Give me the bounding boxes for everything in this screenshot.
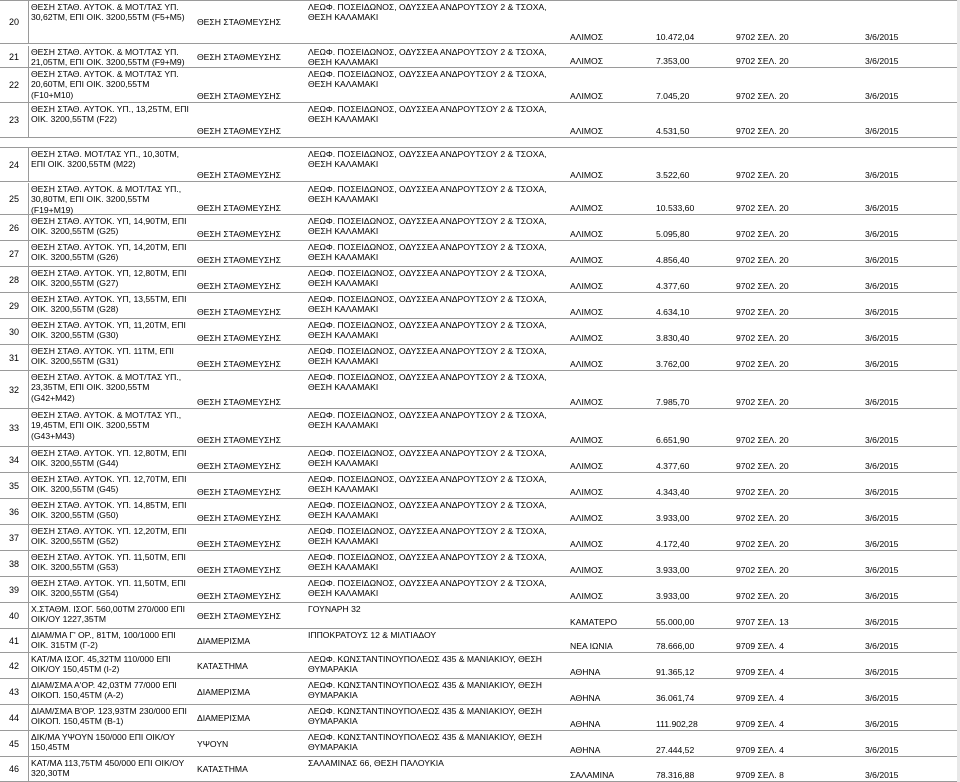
property-description: ΘΕΣΗ ΣΤΑΘ. ΑΥΤΟΚ. ΥΠ, 12,80ΤΜ, ΕΠΙ ΟΙΚ. 3200,55ΤΜ (G27) xyxy=(31,268,187,289)
valuation: 111.902,28 xyxy=(656,718,698,729)
row-number: 21 xyxy=(0,46,29,67)
property-description: ΚΑΤ/ΜΑ ΙΣΟΓ. 45,32ΤΜ 110/000 ΕΠΙ ΟΙΚ/ΟΥ 150,45ΤΜ (Ι-2) xyxy=(31,654,171,675)
municipality: ΑΛΙΜΟΣ xyxy=(570,332,604,343)
property-address: ΛΕΩΦ. ΠΟΣΕΙΔΩΝΟΣ, ΟΔΥΣΣΕΑ ΑΝΔΡΟΥΤΣΟΥ 2 & ΤΣΟΧΑ, ΘΕΣΗ ΚΑΛΑΜΑΚΙ xyxy=(308,69,547,90)
property-description: ΘΕΣΗ ΣΤΑΘ. ΑΥΤΟΚ. ΥΠ, 13,55ΤΜ, ΕΠΙ ΟΙΚ. 3200,55ΤΜ (G28) xyxy=(31,294,187,315)
property-address: ΛΕΩΦ. ΠΟΣΕΙΔΩΝΟΣ, ΟΔΥΣΣΕΑ ΑΝΔΡΟΥΤΣΟΥ 2 & ΤΣΟΧΑ, ΘΕΣΗ ΚΑΛΑΜΑΚΙ xyxy=(308,47,547,68)
property-description: ΘΕΣΗ ΣΤΑΘ. ΑΥΤΟΚ. & ΜΟΤ/ΤΑΣ ΥΠ. 20,60ΤΜ, ΕΠΙ ΟΙΚ. 3200,55ΤΜ (F10+M10) xyxy=(31,69,179,100)
municipality: ΚΑΜΑΤΕΡΟ xyxy=(570,616,618,627)
property-type: ΘΕΣΗ ΣΤΑΘΜΕΥΣΗΣ xyxy=(197,564,281,575)
property-description: ΘΕΣΗ ΣΤΑΘ. ΑΥΤΟΚ. & ΜΟΤ/ΤΑΣ ΥΠ., 19,45ΤΜ, ΕΠΙ ΟΙΚ. 3200,55ΤΜ (G43+M43) xyxy=(31,410,182,441)
table-row xyxy=(0,215,960,241)
record-date: 3/6/2015 xyxy=(865,90,899,101)
valuation: 4.377,60 xyxy=(656,460,690,471)
record-date: 3/6/2015 xyxy=(865,358,899,369)
property-type: ΘΕΣΗ ΣΤΑΘΜΕΥΣΗΣ xyxy=(197,228,281,239)
property-type: ΘΕΣΗ ΣΤΑΘΜΕΥΣΗΣ xyxy=(197,254,281,265)
municipality: ΑΛΙΜΟΣ xyxy=(570,590,604,601)
property-address: ΣΑΛΑΜΙΝΑΣ 66, ΘΕΣΗ ΠΑΛΟΥΚΙΑ xyxy=(308,758,444,768)
valuation: 3.522,60 xyxy=(656,169,690,180)
record-sheet: 9702 ΣΕΛ. 20 xyxy=(736,31,789,42)
valuation: 91.365,12 xyxy=(656,666,695,677)
row-number: 46 xyxy=(0,757,29,781)
record-sheet: 9702 ΣΕΛ. 20 xyxy=(736,90,789,101)
table-row xyxy=(0,371,960,409)
record-sheet: 9702 ΣΕΛ. 20 xyxy=(736,460,789,471)
municipality: ΑΛΙΜΟΣ xyxy=(570,254,604,265)
property-description: ΘΕΣΗ ΣΤΑΘ. ΑΥΤΟΚ. ΥΠ. 14,85ΤΜ, ΕΠΙ ΟΙΚ. 3200,55ΤΜ (G50) xyxy=(31,500,187,521)
record-sheet: 9709 ΣΕΛ. 8 xyxy=(736,769,784,780)
record-date: 3/6/2015 xyxy=(865,640,899,651)
valuation: 4.856,40 xyxy=(656,254,690,265)
property-address: ΛΕΩΦ. ΠΟΣΕΙΔΩΝΟΣ, ΟΔΥΣΣΕΑ ΑΝΔΡΟΥΤΣΟΥ 2 & ΤΣΟΧΑ, ΘΕΣΗ ΚΑΛΑΜΑΚΙ xyxy=(308,526,547,547)
table-row xyxy=(0,705,960,731)
record-date: 3/6/2015 xyxy=(865,169,899,180)
row-number: 40 xyxy=(0,603,29,628)
record-sheet: 9709 ΣΕΛ. 4 xyxy=(736,640,784,651)
property-address: ΛΕΩΦ. ΠΟΣΕΙΔΩΝΟΣ, ΟΔΥΣΣΕΑ ΑΝΔΡΟΥΤΣΟΥ 2 & ΤΣΟΧΑ, ΘΕΣΗ ΚΑΛΑΜΑΚΙ xyxy=(308,216,547,237)
property-description: Χ.ΣΤΑΘΜ. ΙΣΟΓ. 560,00ΤΜ 270/000 ΕΠΙ ΟΙΚ/ΟΥ 1227,35ΤΜ xyxy=(31,604,186,625)
table-row xyxy=(0,183,960,215)
property-type: ΘΕΣΗ ΣΤΑΘΜΕΥΣΗΣ xyxy=(197,90,281,101)
property-description: ΘΕΣΗ ΣΤΑΘ. ΑΥΤΟΚ. ΥΠ. 12,80ΤΜ, ΕΠΙ ΟΙΚ. 3200,55ΤΜ (G44) xyxy=(31,448,187,469)
property-description: ΘΕΣΗ ΣΤΑΘ. ΑΥΤΟΚ. ΥΠ. 11,50ΤΜ, ΕΠΙ ΟΙΚ. 3200,55ΤΜ (G53) xyxy=(31,552,186,573)
record-date: 3/6/2015 xyxy=(865,280,899,291)
municipality: ΑΘΗΝΑ xyxy=(570,692,601,703)
property-description: ΘΕΣΗ ΣΤΑΘ. ΑΥΤΟΚ. ΥΠ, 11,20ΤΜ, ΕΠΙ ΟΙΚ. 3200,55ΤΜ (G30) xyxy=(31,320,186,341)
valuation: 10.472,04 xyxy=(656,31,695,42)
record-sheet: 9709 ΣΕΛ. 4 xyxy=(736,744,784,755)
table-row xyxy=(0,68,960,103)
row-number: 32 xyxy=(0,371,29,408)
property-address: ΛΕΩΦ. ΠΟΣΕΙΔΩΝΟΣ, ΟΔΥΣΣΕΑ ΑΝΔΡΟΥΤΣΟΥ 2 & ΤΣΟΧΑ, ΘΕΣΗ ΚΑΛΑΜΑΚΙ xyxy=(308,552,547,573)
row-number: 43 xyxy=(0,679,29,704)
record-date: 3/6/2015 xyxy=(865,228,899,239)
municipality: ΑΛΙΜΟΣ xyxy=(570,512,604,523)
table-row xyxy=(0,603,960,629)
property-description: ΘΕΣΗ ΣΤΑΘ. ΑΥΤΟΚ. ΥΠ. 12,70ΤΜ, ΕΠΙ ΟΙΚ. 3200,55ΤΜ (G45) xyxy=(31,474,187,495)
record-date: 3/6/2015 xyxy=(865,744,899,755)
municipality: ΑΘΗΝΑ xyxy=(570,666,601,677)
valuation: 78.666,00 xyxy=(656,640,695,651)
record-date: 3/6/2015 xyxy=(865,460,899,471)
property-address: ΛΕΩΦ. ΚΩΝΣΤΑΝΤΙΝΟΥΠΟΛΕΩΣ 435 & ΜΑΝΙΑΚΙΟΥ, ΘΕΣΗ ΘΥΜΑΡΑΚΙΑ xyxy=(308,654,542,675)
record-sheet: 9702 ΣΕΛ. 20 xyxy=(736,332,789,343)
row-number: 36 xyxy=(0,499,29,524)
table-row xyxy=(0,577,960,603)
property-description: ΘΕΣΗ ΣΤΑΘ. ΑΥΤΟΚ. & ΜΟΤ/ΤΑΣ ΥΠ., 23,35ΤΜ, ΕΠΙ ΟΙΚ. 3200,55ΤΜ (G42+M42) xyxy=(31,372,182,403)
property-type: ΘΕΣΗ ΣΤΑΘΜΕΥΣΗΣ xyxy=(197,512,281,523)
record-sheet: 9702 ΣΕΛ. 20 xyxy=(736,434,789,445)
property-type: ΘΕΣΗ ΣΤΑΘΜΕΥΣΗΣ xyxy=(197,202,281,213)
table-row xyxy=(0,551,960,577)
row-number: 37 xyxy=(0,525,29,550)
property-description: ΚΑΤ/ΜΑ 113,75ΤΜ 450/000 ΕΠΙ ΟΙΚ/ΟΥ 320,30ΤΜ xyxy=(31,758,185,779)
record-date: 3/6/2015 xyxy=(865,718,899,729)
municipality: ΑΛΙΜΟΣ xyxy=(570,169,604,180)
valuation: 4.377,60 xyxy=(656,280,690,291)
record-date: 3/6/2015 xyxy=(865,616,899,627)
property-type: ΚΑΤΑΣΤΗΜΑ xyxy=(197,763,248,774)
table-row xyxy=(0,345,960,371)
table-row xyxy=(0,241,960,267)
record-date: 3/6/2015 xyxy=(865,125,899,136)
valuation: 3.933,00 xyxy=(656,590,690,601)
table-row xyxy=(0,46,960,68)
valuation: 3.933,00 xyxy=(656,564,690,575)
table-row xyxy=(0,653,960,679)
property-address: ΛΕΩΦ. ΠΟΣΕΙΔΩΝΟΣ, ΟΔΥΣΣΕΑ ΑΝΔΡΟΥΤΣΟΥ 2 & ΤΣΟΧΑ, ΘΕΣΗ ΚΑΛΑΜΑΚΙ xyxy=(308,184,547,205)
property-address: ΙΠΠΟΚΡΑΤΟΥΣ 12 & ΜΙΛΤΙΑΔΟΥ xyxy=(308,630,437,640)
property-description: ΘΕΣΗ ΣΤΑΘ. ΜΟΤ/ΤΑΣ ΥΠ., 10,30ΤΜ, ΕΠΙ ΟΙΚ. 3200,55ΤΜ (M22) xyxy=(31,149,180,170)
property-address: ΛΕΩΦ. ΠΟΣΕΙΔΩΝΟΣ, ΟΔΥΣΣΕΑ ΑΝΔΡΟΥΤΣΟΥ 2 & ΤΣΟΧΑ, ΘΕΣΗ ΚΑΛΑΜΑΚΙ xyxy=(308,104,547,125)
record-sheet: 9709 ΣΕΛ. 4 xyxy=(736,666,784,677)
record-sheet: 9709 ΣΕΛ. 4 xyxy=(736,692,784,703)
record-sheet: 9702 ΣΕΛ. 20 xyxy=(736,228,789,239)
valuation: 6.651,90 xyxy=(656,434,690,445)
row-number: 23 xyxy=(0,103,29,137)
property-description: ΘΕΣΗ ΣΤΑΘ. ΑΥΤΟΚ. & ΜΟΤ/ΤΑΣ ΥΠ. 21,05ΤΜ, ΕΠΙ ΟΙΚ. 3200,55ΤΜ (F9+M9) xyxy=(31,47,185,68)
property-type: ΔΙΑΜΕΡΙΣΜΑ xyxy=(197,712,251,723)
municipality: ΝΕΑ ΙΩΝΙΑ xyxy=(570,640,613,651)
record-date: 3/6/2015 xyxy=(865,306,899,317)
property-type: ΘΕΣΗ ΣΤΑΘΜΕΥΣΗΣ xyxy=(197,460,281,471)
valuation: 7.045,20 xyxy=(656,90,690,101)
record-sheet: 9702 ΣΕΛ. 20 xyxy=(736,512,789,523)
property-address: ΛΕΩΦ. ΠΟΣΕΙΔΩΝΟΣ, ΟΔΥΣΣΕΑ ΑΝΔΡΟΥΤΣΟΥ 2 & ΤΣΟΧΑ, ΘΕΣΗ ΚΑΛΑΜΑΚΙ xyxy=(308,410,547,431)
row-number: 22 xyxy=(0,68,29,102)
record-sheet: 9702 ΣΕΛ. 20 xyxy=(736,125,789,136)
table-row xyxy=(0,473,960,499)
valuation: 7.985,70 xyxy=(656,396,690,407)
property-description: ΘΕΣΗ ΣΤΑΘ. ΑΥΤΟΚ. ΥΠ. 12,20ΤΜ, ΕΠΙ ΟΙΚ. 3200,55ΤΜ (G52) xyxy=(31,526,187,547)
record-date: 3/6/2015 xyxy=(865,769,899,780)
valuation: 7.353,00 xyxy=(656,55,690,66)
row-number: 29 xyxy=(0,293,29,318)
property-type: ΘΕΣΗ ΣΤΑΘΜΕΥΣΗΣ xyxy=(197,306,281,317)
property-description: ΔΙΑΜ/ΜΑ Γ' ΟΡ., 81ΤΜ, 100/1000 ΕΠΙ ΟΙΚ. 315ΤΜ (Γ-2) xyxy=(31,630,176,651)
table-row xyxy=(0,757,960,782)
municipality: ΑΛΙΜΟΣ xyxy=(570,55,604,66)
record-sheet: 9702 ΣΕΛ. 20 xyxy=(736,280,789,291)
valuation: 3.933,00 xyxy=(656,512,690,523)
property-description: ΘΕΣΗ ΣΤΑΘ. ΑΥΤΟΚ. & ΜΟΤ/ΤΑΣ ΥΠ. 30,62ΤΜ, ΕΠΙ ΟΙΚ. 3200,55ΤΜ (F5+M5) xyxy=(31,2,185,23)
property-address: ΛΕΩΦ. ΠΟΣΕΙΔΩΝΟΣ, ΟΔΥΣΣΕΑ ΑΝΔΡΟΥΤΣΟΥ 2 & ΤΣΟΧΑ, ΘΕΣΗ ΚΑΛΑΜΑΚΙ xyxy=(308,2,547,23)
record-sheet: 9702 ΣΕΛ. 20 xyxy=(736,396,789,407)
record-sheet: 9702 ΣΕΛ. 20 xyxy=(736,306,789,317)
record-date: 3/6/2015 xyxy=(865,538,899,549)
record-sheet: 9702 ΣΕΛ. 20 xyxy=(736,202,789,213)
record-date: 3/6/2015 xyxy=(865,692,899,703)
property-address: ΛΕΩΦ. ΠΟΣΕΙΔΩΝΟΣ, ΟΔΥΣΣΕΑ ΑΝΔΡΟΥΤΣΟΥ 2 & ΤΣΟΧΑ, ΘΕΣΗ ΚΑΛΑΜΑΚΙ xyxy=(308,578,547,599)
municipality: ΑΛΙΜΟΣ xyxy=(570,31,604,42)
property-type: ΘΕΣΗ ΣΤΑΘΜΕΥΣΗΣ xyxy=(197,486,281,497)
property-description: ΘΕΣΗ ΣΤΑΘ. ΑΥΤΟΚ. ΥΠ, 14,90ΤΜ, ΕΠΙ ΟΙΚ. 3200,55ΤΜ (G25) xyxy=(31,216,187,237)
property-address: ΛΕΩΦ. ΠΟΣΕΙΔΩΝΟΣ, ΟΔΥΣΣΕΑ ΑΝΔΡΟΥΤΣΟΥ 2 & ΤΣΟΧΑ, ΘΕΣΗ ΚΑΛΑΜΑΚΙ xyxy=(308,242,547,263)
table-row xyxy=(0,731,960,757)
record-sheet: 9702 ΣΕΛ. 20 xyxy=(736,358,789,369)
municipality: ΑΛΙΜΟΣ xyxy=(570,228,604,239)
property-description: ΘΕΣΗ ΣΤΑΘ. ΑΥΤΟΚ. & ΜΟΤ/ΤΑΣ ΥΠ., 30,80ΤΜ, ΕΠΙ ΟΙΚ. 3200,55ΤΜ (F19+M19) xyxy=(31,184,182,215)
property-address: ΛΕΩΦ. ΚΩΝΣΤΑΝΤΙΝΟΥΠΟΛΕΩΣ 435 & ΜΑΝΙΑΚΙΟΥ, ΘΕΣΗ ΘΥΜΑΡΑΚΙΑ xyxy=(308,732,542,753)
municipality: ΑΛΙΜΟΣ xyxy=(570,396,604,407)
table-row xyxy=(0,267,960,293)
property-type: ΘΕΣΗ ΣΤΑΘΜΕΥΣΗΣ xyxy=(197,51,281,62)
municipality: ΑΛΙΜΟΣ xyxy=(570,486,604,497)
row-number: 28 xyxy=(0,267,29,292)
valuation: 10.533,60 xyxy=(656,202,695,213)
municipality: ΑΛΙΜΟΣ xyxy=(570,434,604,445)
property-address: ΛΕΩΦ. ΠΟΣΕΙΔΩΝΟΣ, ΟΔΥΣΣΕΑ ΑΝΔΡΟΥΤΣΟΥ 2 & ΤΣΟΧΑ, ΘΕΣΗ ΚΑΛΑΜΑΚΙ xyxy=(308,294,547,315)
property-type: ΘΕΣΗ ΣΤΑΘΜΕΥΣΗΣ xyxy=(197,332,281,343)
record-sheet: 9702 ΣΕΛ. 20 xyxy=(736,564,789,575)
property-address: ΛΕΩΦ. ΚΩΝΣΤΑΝΤΙΝΟΥΠΟΛΕΩΣ 435 & ΜΑΝΙΑΚΙΟΥ, ΘΕΣΗ ΘΥΜΑΡΑΚΙΑ xyxy=(308,680,542,701)
municipality: ΑΛΙΜΟΣ xyxy=(570,306,604,317)
row-number: 20 xyxy=(0,1,29,43)
valuation: 4.172,40 xyxy=(656,538,690,549)
table-row xyxy=(0,499,960,525)
record-date: 3/6/2015 xyxy=(865,590,899,601)
property-description: ΘΕΣΗ ΣΤΑΘ. ΑΥΤΟΚ. ΥΠ., 13,25ΤΜ, ΕΠΙ ΟΙΚ. 3200,55ΤΜ (F22) xyxy=(31,104,189,125)
property-type: ΚΑΤΑΣΤΗΜΑ xyxy=(197,660,248,671)
valuation: 4.634,10 xyxy=(656,306,690,317)
row-number: 26 xyxy=(0,215,29,240)
record-date: 3/6/2015 xyxy=(865,254,899,265)
record-date: 3/6/2015 xyxy=(865,31,899,42)
municipality: ΑΛΙΜΟΣ xyxy=(570,90,604,101)
record-date: 3/6/2015 xyxy=(865,486,899,497)
property-type: ΘΕΣΗ ΣΤΑΘΜΕΥΣΗΣ xyxy=(197,434,281,445)
valuation: 5.095,80 xyxy=(656,228,690,239)
property-address: ΛΕΩΦ. ΠΟΣΕΙΔΩΝΟΣ, ΟΔΥΣΣΕΑ ΑΝΔΡΟΥΤΣΟΥ 2 & ΤΣΟΧΑ, ΘΕΣΗ ΚΑΛΑΜΑΚΙ xyxy=(308,149,547,170)
property-type: ΘΕΣΗ ΣΤΑΘΜΕΥΣΗΣ xyxy=(197,169,281,180)
municipality: ΑΛΙΜΟΣ xyxy=(570,564,604,575)
record-sheet: 9707 ΣΕΛ. 13 xyxy=(736,616,789,627)
row-number: 33 xyxy=(0,409,29,446)
table-row xyxy=(0,319,960,345)
property-address: ΓΟΥΝΑΡΗ 32 xyxy=(308,604,361,614)
property-address: ΛΕΩΦ. ΠΟΣΕΙΔΩΝΟΣ, ΟΔΥΣΣΕΑ ΑΝΔΡΟΥΤΣΟΥ 2 & ΤΣΟΧΑ, ΘΕΣΗ ΚΑΛΑΜΑΚΙ xyxy=(308,500,547,521)
municipality: ΑΘΗΝΑ xyxy=(570,718,601,729)
row-number: 45 xyxy=(0,731,29,756)
row-number: 39 xyxy=(0,577,29,602)
table-row xyxy=(0,679,960,705)
table-row xyxy=(0,447,960,473)
row-number: 24 xyxy=(0,148,29,181)
property-type: ΘΕΣΗ ΣΤΑΘΜΕΥΣΗΣ xyxy=(197,16,281,27)
record-sheet: 9702 ΣΕΛ. 20 xyxy=(736,169,789,180)
municipality: ΑΛΙΜΟΣ xyxy=(570,202,604,213)
property-address: ΛΕΩΦ. ΠΟΣΕΙΔΩΝΟΣ, ΟΔΥΣΣΕΑ ΑΝΔΡΟΥΤΣΟΥ 2 & ΤΣΟΧΑ, ΘΕΣΗ ΚΑΛΑΜΑΚΙ xyxy=(308,448,547,469)
table-row xyxy=(0,103,960,138)
valuation: 4.531,50 xyxy=(656,125,690,136)
record-date: 3/6/2015 xyxy=(865,564,899,575)
row-number: 38 xyxy=(0,551,29,576)
valuation: 4.343,40 xyxy=(656,486,690,497)
table-row xyxy=(0,409,960,447)
row-number: 34 xyxy=(0,447,29,472)
property-type: ΘΕΣΗ ΣΤΑΘΜΕΥΣΗΣ xyxy=(197,590,281,601)
municipality: ΑΛΙΜΟΣ xyxy=(570,280,604,291)
record-sheet: 9702 ΣΕΛ. 20 xyxy=(736,590,789,601)
property-address: ΛΕΩΦ. ΠΟΣΕΙΔΩΝΟΣ, ΟΔΥΣΣΕΑ ΑΝΔΡΟΥΤΣΟΥ 2 & ΤΣΟΧΑ, ΘΕΣΗ ΚΑΛΑΜΑΚΙ xyxy=(308,346,547,367)
row-number: 41 xyxy=(0,629,29,652)
valuation: 27.444,52 xyxy=(656,744,695,755)
record-date: 3/6/2015 xyxy=(865,434,899,445)
table-row xyxy=(0,147,960,182)
municipality: ΑΘΗΝΑ xyxy=(570,744,601,755)
record-date: 3/6/2015 xyxy=(865,332,899,343)
municipality: ΑΛΙΜΟΣ xyxy=(570,358,604,369)
row-number: 42 xyxy=(0,653,29,678)
row-number: 44 xyxy=(0,705,29,730)
record-date: 3/6/2015 xyxy=(865,396,899,407)
valuation: 78.316,88 xyxy=(656,769,695,780)
record-sheet: 9702 ΣΕΛ. 20 xyxy=(736,254,789,265)
row-number: 31 xyxy=(0,345,29,370)
row-number: 35 xyxy=(0,473,29,498)
record-date: 3/6/2015 xyxy=(865,512,899,523)
property-address: ΛΕΩΦ. ΠΟΣΕΙΔΩΝΟΣ, ΟΔΥΣΣΕΑ ΑΝΔΡΟΥΤΣΟΥ 2 & ΤΣΟΧΑ, ΘΕΣΗ ΚΑΛΑΜΑΚΙ xyxy=(308,372,547,393)
property-address: ΛΕΩΦ. ΠΟΣΕΙΔΩΝΟΣ, ΟΔΥΣΣΕΑ ΑΝΔΡΟΥΤΣΟΥ 2 & ΤΣΟΧΑ, ΘΕΣΗ ΚΑΛΑΜΑΚΙ xyxy=(308,474,547,495)
table-row xyxy=(0,293,960,319)
valuation: 36.061,74 xyxy=(656,692,695,703)
property-description: ΔΙΑΜ/ΣΜΑ Β'ΟΡ. 123,93ΤΜ 230/000 ΕΠΙ ΟΙΚΟΠ. 150,45ΤΜ (Β-1) xyxy=(31,706,187,727)
property-address: ΛΕΩΦ. ΠΟΣΕΙΔΩΝΟΣ, ΟΔΥΣΣΕΑ ΑΝΔΡΟΥΤΣΟΥ 2 & ΤΣΟΧΑ, ΘΕΣΗ ΚΑΛΑΜΑΚΙ xyxy=(308,268,547,289)
property-type: ΔΙΑΜΕΡΙΣΜΑ xyxy=(197,635,251,646)
record-sheet: 9702 ΣΕΛ. 20 xyxy=(736,486,789,497)
property-type: ΘΕΣΗ ΣΤΑΘΜΕΥΣΗΣ xyxy=(197,125,281,136)
municipality: ΑΛΙΜΟΣ xyxy=(570,125,604,136)
property-type: ΘΕΣΗ ΣΤΑΘΜΕΥΣΗΣ xyxy=(197,610,281,621)
property-address: ΛΕΩΦ. ΚΩΝΣΤΑΝΤΙΝΟΥΠΟΛΕΩΣ 435 & ΜΑΝΙΑΚΙΟΥ, ΘΕΣΗ ΘΥΜΑΡΑΚΙΑ xyxy=(308,706,542,727)
property-description: ΘΕΣΗ ΣΤΑΘ. ΑΥΤΟΚ. ΥΠ. 11ΤΜ, ΕΠΙ ΟΙΚ. 3200,55ΤΜ (G31) xyxy=(31,346,174,367)
row-number: 25 xyxy=(0,183,29,214)
property-description: ΔΙΑΜ/ΣΜΑ Α'ΟΡ. 42,03ΤΜ 77/000 ΕΠΙ ΟΙΚΟΠ. 150,45ΤΜ (Α-2) xyxy=(31,680,177,701)
valuation: 3.762,00 xyxy=(656,358,690,369)
record-sheet: 9709 ΣΕΛ. 4 xyxy=(736,718,784,729)
property-type: ΘΕΣΗ ΣΤΑΘΜΕΥΣΗΣ xyxy=(197,396,281,407)
valuation: 55.000,00 xyxy=(656,616,695,627)
record-sheet: 9702 ΣΕΛ. 20 xyxy=(736,55,789,66)
record-sheet: 9702 ΣΕΛ. 20 xyxy=(736,538,789,549)
row-number: 30 xyxy=(0,319,29,344)
property-type: ΘΕΣΗ ΣΤΑΘΜΕΥΣΗΣ xyxy=(197,280,281,291)
property-type: ΥΨΟΥΝ xyxy=(197,738,229,749)
table-row xyxy=(0,0,960,44)
valuation: 3.830,40 xyxy=(656,332,690,343)
municipality: ΑΛΙΜΟΣ xyxy=(570,460,604,471)
property-type: ΔΙΑΜΕΡΙΣΜΑ xyxy=(197,686,251,697)
row-number: 27 xyxy=(0,241,29,266)
record-date: 3/6/2015 xyxy=(865,666,899,677)
property-description: ΔΙΚ/ΜΑ ΥΨΟΥΝ 150/000 ΕΠΙ ΟΙΚ/ΟΥ 150,45ΤΜ xyxy=(31,732,176,753)
record-date: 3/6/2015 xyxy=(865,55,899,66)
property-description: ΘΕΣΗ ΣΤΑΘ. ΑΥΤΟΚ. ΥΠ. 11,50ΤΜ, ΕΠΙ ΟΙΚ. 3200,55ΤΜ (G54) xyxy=(31,578,186,599)
property-type: ΘΕΣΗ ΣΤΑΘΜΕΥΣΗΣ xyxy=(197,358,281,369)
property-type: ΘΕΣΗ ΣΤΑΘΜΕΥΣΗΣ xyxy=(197,538,281,549)
property-description: ΘΕΣΗ ΣΤΑΘ. ΑΥΤΟΚ. ΥΠ, 14,20ΤΜ, ΕΠΙ ΟΙΚ. 3200,55ΤΜ (G26) xyxy=(31,242,187,263)
record-date: 3/6/2015 xyxy=(865,202,899,213)
property-address: ΛΕΩΦ. ΠΟΣΕΙΔΩΝΟΣ, ΟΔΥΣΣΕΑ ΑΝΔΡΟΥΤΣΟΥ 2 & ΤΣΟΧΑ, ΘΕΣΗ ΚΑΛΑΜΑΚΙ xyxy=(308,320,547,341)
municipality: ΑΛΙΜΟΣ xyxy=(570,538,604,549)
table-row xyxy=(0,525,960,551)
table-row xyxy=(0,629,960,653)
municipality: ΣΑΛΑΜΙΝΑ xyxy=(570,769,615,780)
